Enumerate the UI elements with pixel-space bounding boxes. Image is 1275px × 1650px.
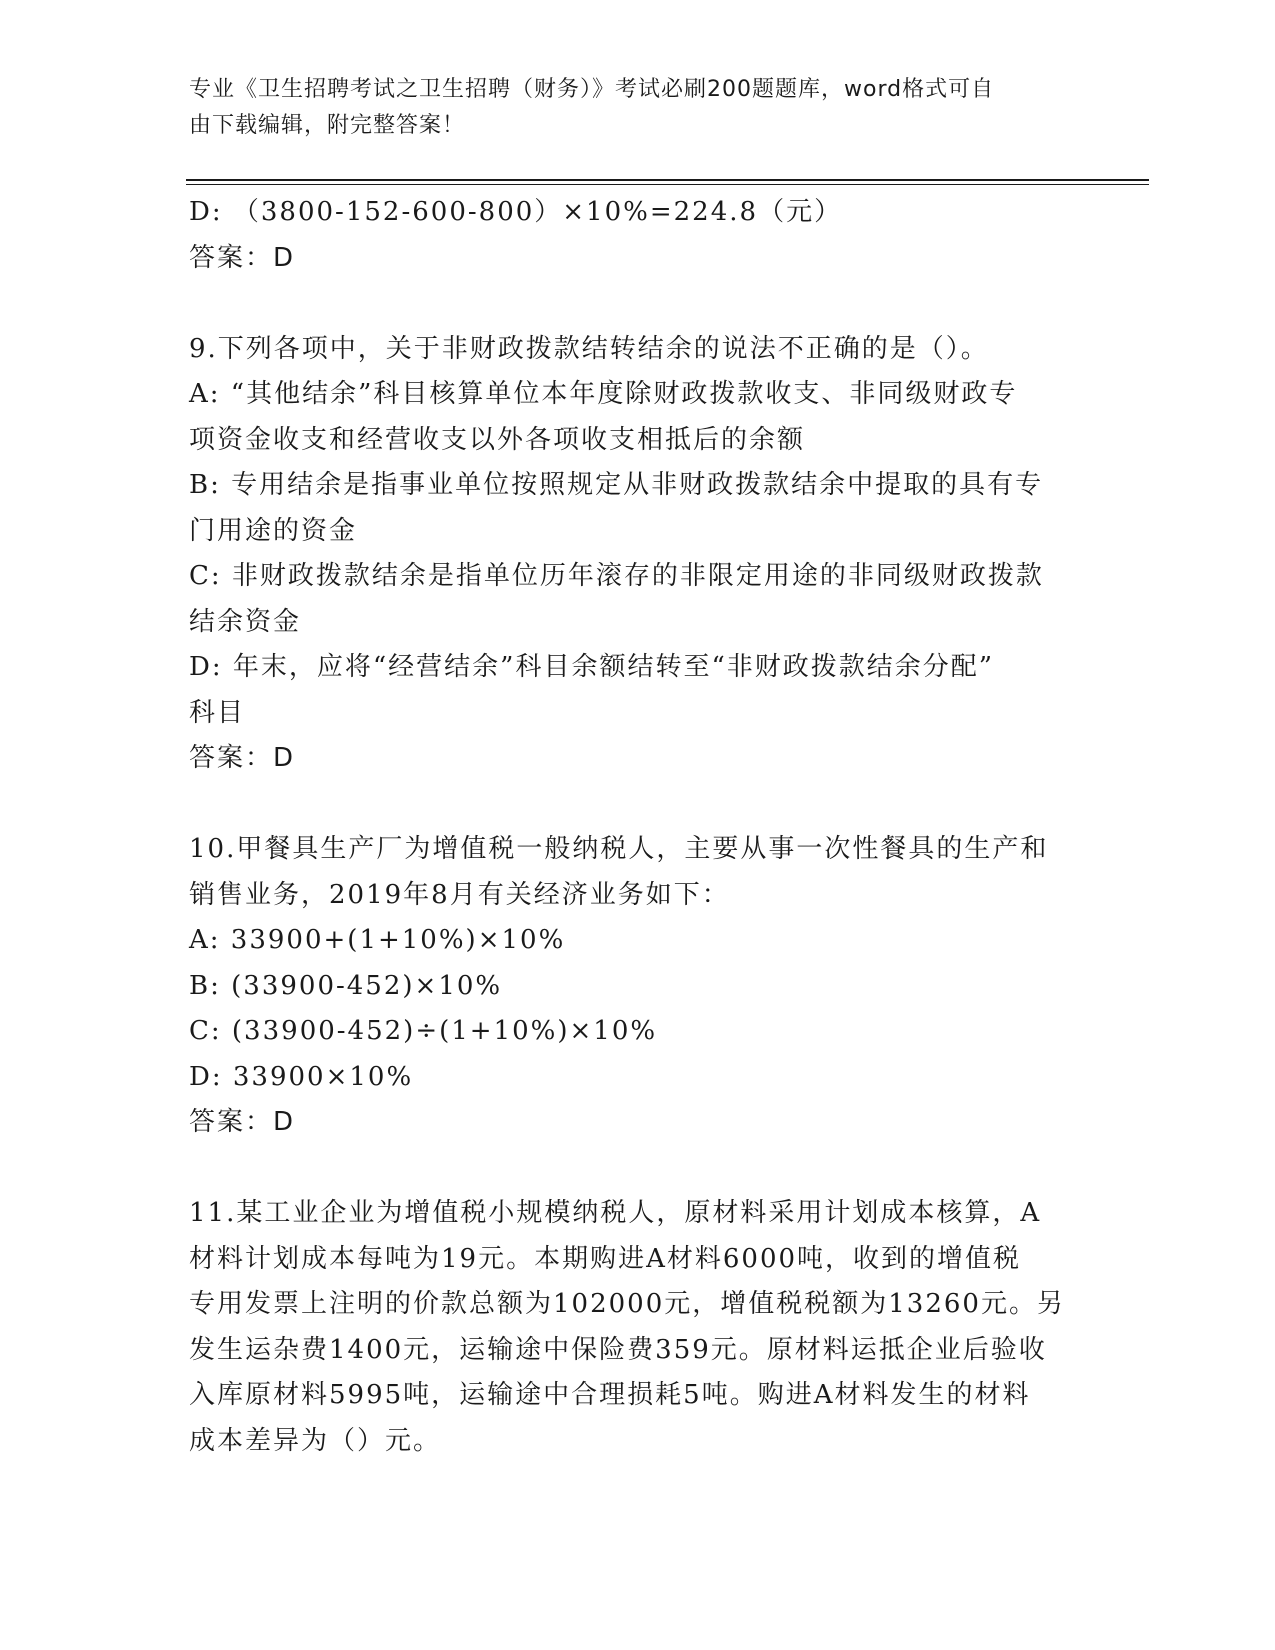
- option-a-cont: 项资金收支和经营收支以外各项收支相抵后的余额: [189, 424, 806, 455]
- question-stem-cont: 入库原材料5995吨，运输途中合理损耗5吨。购进A材料发生的材料: [189, 1380, 1031, 1410]
- spacer: [189, 281, 1089, 327]
- answer-label: 答案：D: [189, 1107, 296, 1137]
- option-b: B: (33900-452)×10%: [189, 970, 503, 1001]
- header-divider-thick: [186, 179, 1149, 181]
- question-10: [189, 827, 1089, 1146]
- answer-label: 答案：D: [189, 242, 296, 273]
- option-d: D: （3800-152-600-800）×10%=224.8（元）: [189, 197, 843, 227]
- option-b-cont: 门用途的资金: [189, 515, 358, 546]
- option-d-cont: 科目: [189, 697, 246, 728]
- option-c: C: (33900-452)÷(1+10%)×10%: [189, 1016, 658, 1046]
- option-a: A: “其他结余”科目核算单位本年度除财政拨款收支、非同级财政专: [189, 379, 1018, 409]
- option-d: D: 年末，应将“经营结余”科目余额结转至“非财政拨款结余分配”: [189, 652, 995, 682]
- question-8-tail: [189, 190, 1089, 281]
- question-stem-cont: 成本差异为（）元。: [189, 1425, 442, 1456]
- header-line-2: 由下载编辑，附完整答案！: [189, 113, 466, 138]
- document-body: [189, 190, 1089, 1464]
- question-stem: 10.甲餐具生产厂为增值税一般纳税人，主要从事一次性餐具的生产和: [189, 834, 1049, 864]
- question-stem-cont: 销售业务，2019年8月有关经济业务如下：: [189, 879, 730, 910]
- option-c-cont: 结余资金: [189, 606, 302, 637]
- spacer: [189, 782, 1089, 828]
- option-c: C: 非财政拨款结余是指单位历年滚存的非限定用途的非同级财政拨款: [189, 561, 1044, 591]
- question-11: [189, 1191, 1089, 1464]
- spacer: [189, 1146, 1089, 1192]
- header-line-1: 专业《卫生招聘考试之卫生招聘（财务）》考试必刷200题题库，word格式可自: [189, 77, 995, 102]
- question-stem: 9.下列各项中，关于非财政拨款结转结余的说法不正确的是（）。: [189, 333, 989, 364]
- question-stem: 11.某工业企业为增值税小规模纳税人，原材料采用计划成本核算，A: [189, 1198, 1042, 1228]
- page-header: [189, 72, 1069, 144]
- header-divider-thin: [186, 184, 1149, 185]
- answer-label: 答案：D: [189, 743, 296, 773]
- option-d: D: 33900×10%: [189, 1061, 414, 1092]
- question-stem-cont: 材料计划成本每吨为19元。本期购进A材料6000吨，收到的增值税: [189, 1243, 1022, 1274]
- option-a: A: 33900+(1+10%)×10%: [189, 925, 566, 955]
- question-9: [189, 327, 1089, 782]
- option-b: B: 专用结余是指事业单位按照规定从非财政拨款结余中提取的具有专: [189, 470, 1044, 500]
- question-stem-cont: 发生运杂费1400元，运输途中保险费359元。原材料运抵企业后验收: [189, 1334, 1047, 1365]
- question-stem-cont: 专用发票上注明的价款总额为102000元，增值税税额为13260元。另: [189, 1289, 1065, 1319]
